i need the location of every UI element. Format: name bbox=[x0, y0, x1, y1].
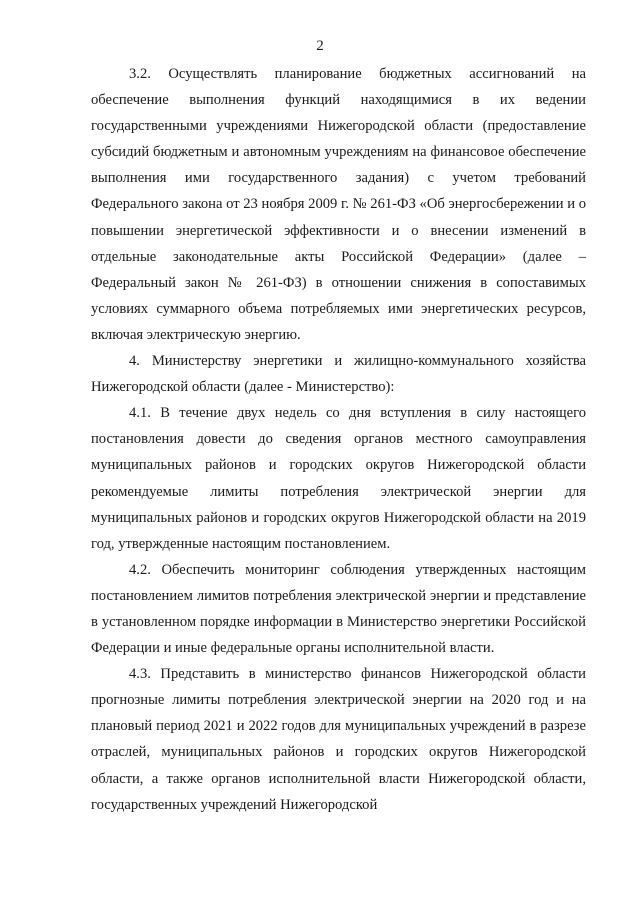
paragraph-4-2: 4.2. Обеспечить мониторинг соблюдения утвержденных настоящим постановлением лимитов потребления электрической энергии и представление в установленном порядке информации в Министерство энергетики Российской Федерации и иные федеральные органы исполнительной власти. bbox=[91, 561, 586, 657]
paragraph-4-3: 4.3. Представить в министерство финансов Нижегородской области прогнозные лимиты потребления электрической энергии на 2020 год и на плановый период 2021 и 2022 годов для муниципальных учреждений в разрезе отраслей, муниципальных районов и городских округов Нижегородской области, а также органов исполнительной власти Нижегородской области, государственных учреждений Нижегородской bbox=[91, 666, 586, 813]
paragraph-3-2: 3.2. Осуществлять планирование бюджетных ассигнований на обеспечение выполнения функций находящимися в их ведении государственными учреждениями Нижегородской области (предоставление субсидий бюджетным и автономным учреждениям на финансовое обеспечение выполнения ими государственного задания) с учетом требований Федерального закона от 23 ноября 2009 г. № 261-ФЗ «Об энергосбережении и о повышении энергетической эффективности и о внесении изменений в отдельные законодательные акты Российской Федерации» (далее – Федеральный закон № 261-ФЗ) в отношении снижения в сопоставимых условиях суммарного объема потребляемых ими энергетических ресурсов, включая электрическую энергию. bbox=[91, 66, 586, 343]
paragraph-4: 4. Министерству энергетики и жилищно-коммунального хозяйства Нижегородской области (далее - Министерство): bbox=[91, 353, 586, 396]
document-body bbox=[91, 61, 586, 818]
page-number: 2 bbox=[316, 38, 324, 54]
paragraph-4-1: 4.1. В течение двух недель со дня вступления в силу настоящего постановления довести до сведения органов местного самоуправления муниципальных районов и городских округов Нижегородской области рекомендуемые лимиты потребления электрической энергии для муниципальных районов и городских округов Нижегородской области на 2019 год, утвержденные настоящим постановлением. bbox=[91, 405, 586, 552]
